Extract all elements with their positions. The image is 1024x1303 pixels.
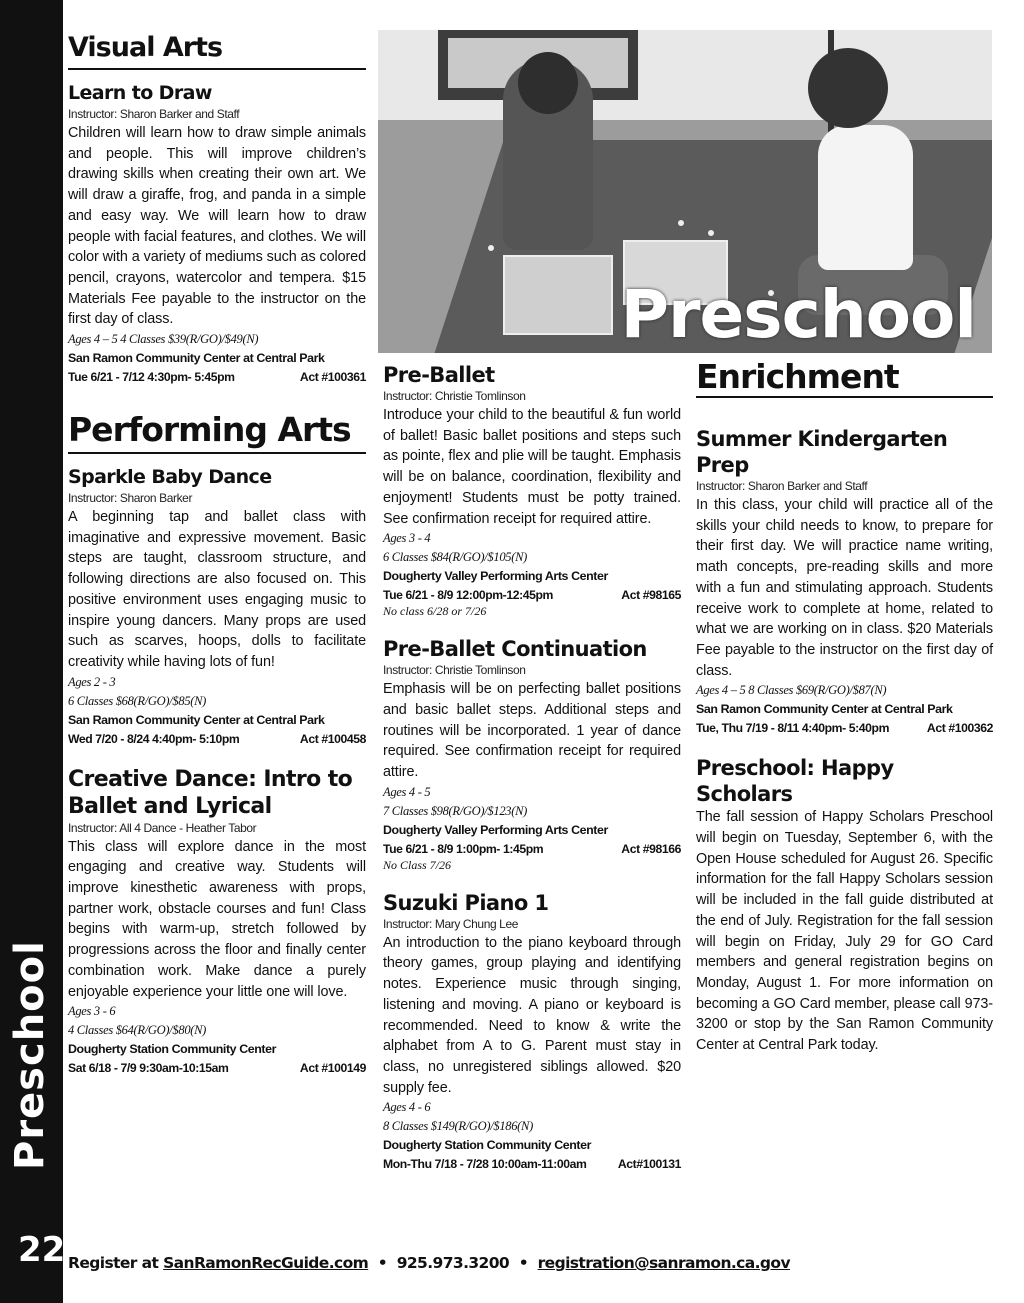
course-instructor: Instructor: Mary Chung Lee: [383, 916, 519, 931]
course-description: Introduce your child to the beautiful & fun world of ballet! Basic ballet positions and steps such as pointe, flex and plie will be taught. Emphasis will be on balance, coordination, flexibility and enjoyment! Students must be potty trained. See confirmation receipt for required attire.: [383, 407, 681, 527]
course-ages: Ages 2 - 3: [68, 674, 116, 689]
course-schedule: [68, 1059, 366, 1077]
course-ages: Ages 4 - 6: [383, 1100, 431, 1115]
footer-separator: •: [368, 1254, 397, 1272]
course-title: Pre-Ballet: [383, 363, 495, 387]
course-title: Sparkle Baby Dance: [68, 466, 272, 489]
course-classes: 7 Classes $98(R/GO)/$123(N): [383, 803, 527, 818]
course-instructor: Instructor: Sharon Barker: [68, 491, 193, 506]
course-description: An introduction to the piano keyboard through theory games, group playing and identifying notes. Experience music through singing, listening and moving. A piano or keyboard is recommended. Need to know & write the alphabet from A to G. Parent must stay in class, no unregistered siblings allowed. $20 supply fee.: [383, 934, 681, 1096]
course-title: Learn to Draw: [68, 82, 212, 104]
course-schedule: [383, 586, 681, 604]
section-visual-arts: Visual Arts: [68, 28, 366, 70]
course-title: Preschool: Happy Scholars: [696, 756, 894, 807]
course-description: The fall session of Happy Scholars Preschool will begin on Tuesday, September 6, with the Open House scheduled for August 26. Specific information for the fall Happy Scholars session will be included in the fall guide distributed at the end of July. Registration for the fall session will begin on Friday, July 29 for GO Card members and general registration begins on Monday, August 1. For more information on becoming a GO Card member, please call 973-3200 or stop by the San Ramon Community Center at Central Park today.: [696, 809, 993, 1054]
course-ages: Ages 4 – 5 8 Classes $69(R/GO)/$87(N): [696, 683, 887, 698]
course-schedule: [696, 719, 993, 737]
photo-child-right: [818, 125, 913, 270]
course-act: Act#100131: [617, 1157, 681, 1172]
course-act: Act #100458: [299, 731, 366, 746]
course-ages: Ages 4 - 5: [383, 784, 431, 799]
course-location: San Ramon Community Center at Central Park: [68, 712, 325, 727]
column-middle: [383, 358, 681, 1173]
course-schedule: [68, 368, 366, 386]
sidebar-label: Preschool: [7, 940, 53, 1170]
course-instructor: Instructor: Christie Tomlinson: [383, 663, 526, 678]
course-location: Dougherty Valley Performing Arts Center: [383, 822, 608, 837]
column-left: [68, 28, 366, 1077]
photo-bead: [678, 220, 684, 226]
course-ages: Ages 3 - 4: [383, 531, 431, 546]
course-description: A beginning tap and ballet class with imaginative and expressive movement. Basic steps are taught, classroom structure, and following directions are also focused on. This positive environment uses engaging music to inspire young dancers. Many props are used such as scarves, hoops, dolls to facilitate creativity while having lots of fun!: [68, 509, 366, 670]
spacer: [696, 408, 993, 422]
course-title: Creative Dance: Intro to Ballet and Lyrical: [68, 766, 353, 819]
course-location: San Ramon Community Center at Central Park: [68, 351, 325, 366]
footer-prefix: Register at: [68, 1254, 164, 1272]
course-location: Dougherty Station Community Center: [68, 1042, 277, 1057]
course-dates: Sat 6/18 - 7/9 9:30am-10:15am: [68, 1061, 229, 1076]
course-dates: Tue, Thu 7/19 - 8/11 4:40pm- 5:40pm: [696, 721, 890, 736]
course-instructor: Instructor: Sharon Barker and Staff: [68, 107, 240, 121]
course-location: Dougherty Station Community Center: [383, 1138, 592, 1153]
spacer: [696, 737, 993, 751]
course-dates: Tue 6/21 - 8/9 1:00pm- 1:45pm: [383, 841, 544, 856]
course-dates: Mon-Thu 7/18 - 7/28 10:00am-11:00am: [383, 1157, 587, 1172]
course-description: This class will explore dance in the most engaging and creative way. Students will improve kinesthetic awareness with props, partner work, obstacle courses and fun! Class begins with warm-up, stretch followed by progressions across the floor and finally center combination work. Make dance a purely enjoyable experience your little one will love.: [68, 838, 366, 1000]
course-ages: Ages 3 - 6: [68, 1004, 116, 1019]
spacer: [68, 748, 366, 762]
course-schedule: [383, 1155, 681, 1173]
spacer: [383, 618, 681, 632]
footer-email-link[interactable]: registration@sanramon.ca.gov: [537, 1254, 790, 1272]
photo-bead: [708, 230, 714, 236]
course-description: Children will learn how to draw simple animals and people. This will improve children’s drawing skills when creating their own art. We will draw a giraffe, frog, and panda in a simple and easy way. We will learn how to draw people with facial features, and clothes. We will color with a variety of mediums such as colored pencil, crayons, watercolor and tempera. $15 Materials Fee payable to the instructor on the first day of class.: [68, 125, 366, 328]
course-location: San Ramon Community Center at Central Park: [696, 702, 953, 717]
footer: [68, 1252, 968, 1274]
footer-separator: •: [509, 1254, 538, 1272]
course-dates: Wed 7/20 - 8/24 4:40pm- 5:10pm: [68, 731, 240, 746]
course-note: No class 6/28 or 7/26: [383, 604, 487, 619]
preschool-photo: [378, 30, 992, 353]
course-note: No Class 7/26: [383, 857, 452, 872]
course-classes: 6 Classes $84(R/GO)/$105(N): [383, 550, 527, 565]
column-right: [696, 358, 993, 1056]
photo-child-left-head: [518, 52, 578, 114]
section-performing-arts: Performing Arts: [68, 408, 366, 454]
spacer: [68, 386, 366, 408]
course-act: Act #98166: [621, 841, 681, 856]
footer-phone: 925.973.3200: [396, 1254, 510, 1272]
course-title: Pre-Ballet Continuation: [383, 637, 647, 662]
spacer: [383, 872, 681, 886]
course-description: In this class, your child will practice all of the skills your child needs to know, to prepare for their first day. We will practice name writing, math concepts, pre-reading skills and more with a fun and stimulating approach. Students receive work to complete at home, related to what we are working on in class. $20 Materials Fee payable to the instructor on the first day of class.: [696, 497, 993, 679]
course-ages: Ages 4 – 5 4 Classes $39(R/GO)/$49(N): [68, 332, 259, 347]
course-act: Act #100362: [926, 721, 993, 736]
course-act: Act #98165: [621, 588, 681, 603]
course-dates: Tue 6/21 - 8/9 12:00pm-12:45pm: [383, 588, 553, 603]
course-title: Summer Kindergarten Prep: [696, 427, 948, 477]
photo-bead: [488, 245, 494, 251]
course-title: Suzuki Piano 1: [383, 890, 549, 915]
sidebar: [0, 0, 66, 1303]
course-instructor: Instructor: All 4 Dance - Heather Tabor: [68, 820, 257, 835]
course-classes: 8 Classes $149(R/GO)/$186(N): [383, 1119, 533, 1134]
section-enrichment: Enrichment: [696, 358, 993, 398]
course-location: Dougherty Valley Performing Arts Center: [383, 569, 608, 584]
photo-tray-left: [503, 255, 613, 335]
course-schedule: [383, 840, 681, 858]
course-description: Emphasis will be on perfecting ballet positions and basic ballet steps. Additional steps and routines will be incorporated. 1 year of dance required. See confirmation receipt for required attire.: [383, 681, 681, 781]
course-dates: Tue 6/21 - 7/12 4:30pm- 5:45pm: [68, 370, 235, 385]
course-act: Act #100149: [299, 1061, 366, 1076]
footer-website-link[interactable]: SanRamonRecGuide.com: [163, 1254, 369, 1272]
photo-child-right-head: [808, 48, 888, 128]
course-instructor: Instructor: Sharon Barker and Staff: [696, 479, 868, 493]
course-instructor: Instructor: Christie Tomlinson: [383, 389, 526, 403]
course-classes: 6 Classes $68(R/GO)/$85(N): [68, 693, 207, 708]
course-classes: 4 Classes $64(R/GO)/$80(N): [68, 1023, 207, 1038]
page-number: 22: [18, 1230, 66, 1270]
photo-title: Preschool: [620, 276, 976, 353]
course-act: Act #100361: [299, 370, 366, 385]
course-schedule: [68, 730, 366, 748]
